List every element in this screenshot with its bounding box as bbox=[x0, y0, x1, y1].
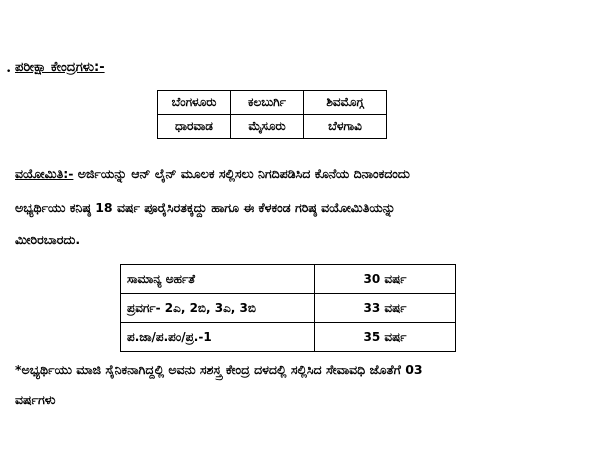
bullet: • bbox=[6, 67, 12, 77]
table-cell: ಶಿವಮೊಗ್ಗ bbox=[304, 91, 387, 115]
age-limit-paragraph-line-3: ಮೀರಿರಬಾರದು. bbox=[15, 232, 81, 247]
table-cell: ಮೈಸೂರು bbox=[231, 115, 304, 139]
table-row bbox=[121, 265, 456, 294]
table-row bbox=[121, 323, 456, 352]
age-cell: 30 ವರ್ಷ bbox=[315, 265, 456, 294]
table-cell: ಧಾರವಾಡ bbox=[158, 115, 231, 139]
age-cell: 33 ವರ್ಷ bbox=[315, 294, 456, 323]
table-row bbox=[158, 115, 387, 139]
exam-centres-table bbox=[157, 90, 387, 139]
category-cell: ಪ್ರವರ್ಗ- 2ಎ, 2ಬಿ, 3ಎ, 3ಬಿ bbox=[121, 294, 315, 323]
age-limit-paragraph-line-1 bbox=[15, 166, 410, 182]
table-row bbox=[158, 91, 387, 115]
footnote-line-2: ವರ್ಷಗಳು bbox=[15, 392, 56, 407]
exam-centres-heading bbox=[15, 60, 105, 75]
table-cell: ಬೆಂಗಳೂರು bbox=[158, 91, 231, 115]
category-cell: ಸಾಮಾನ್ಯ ಅರ್ಹತೆ bbox=[121, 265, 315, 294]
age-limit-paragraph-line-2: ಅಭ್ಯರ್ಥಿಯು ಕನಿಷ್ಠ 18 ವರ್ಷ ಪೂರೈಸಿರತಕ್ಕದ್ದು ಹಾಗೂ ಈ ಕೆಳಕಂಡ ಗರಿಷ್ಠ ವಯೋಮಿತಿಯನ್ನು bbox=[15, 200, 396, 215]
age-limit-table bbox=[120, 264, 456, 352]
age-cell: 35 ವರ್ಷ bbox=[315, 323, 456, 352]
age-limit-label: ವಯೋಮಿತಿ:- bbox=[15, 166, 74, 181]
table-cell: ಬೆಳಗಾವಿ bbox=[304, 115, 387, 139]
table-row bbox=[121, 294, 456, 323]
table-cell: ಕಲಬುರ್ಗಿ bbox=[231, 91, 304, 115]
footnote-line-1: *ಅಭ್ಯರ್ಥಿಯು ಮಾಜಿ ಸೈನಿಕನಾಗಿದ್ದಲ್ಲಿ ಅವನು ಸಶಸ್ತ್ರ ಕೇಂದ್ರ ದಳದಲ್ಲಿ ಸಲ್ಲಿಸಿದ ಸೇವಾವಧಿ ಜೊತೆಗೆ 03 bbox=[15, 362, 423, 377]
category-cell: ಪ.ಜಾ/ಪ.ಪಂ/ಪ್ರ.-1 bbox=[121, 323, 315, 352]
age-limit-line-1-text: ಅರ್ಜಿಯನ್ನು ಆನ್ ಲೈನ್ ಮೂಲಕ ಸಲ್ಲಿಸಲು ನಿಗದಿಪಡಿಸಿದ ಕೊನೆಯ ದಿನಾಂಕದಂದು bbox=[73, 166, 410, 181]
exam-centres-heading-text: ಪರೀಕ್ಷಾ ಕೇಂದ್ರಗಳು:- bbox=[15, 60, 105, 75]
